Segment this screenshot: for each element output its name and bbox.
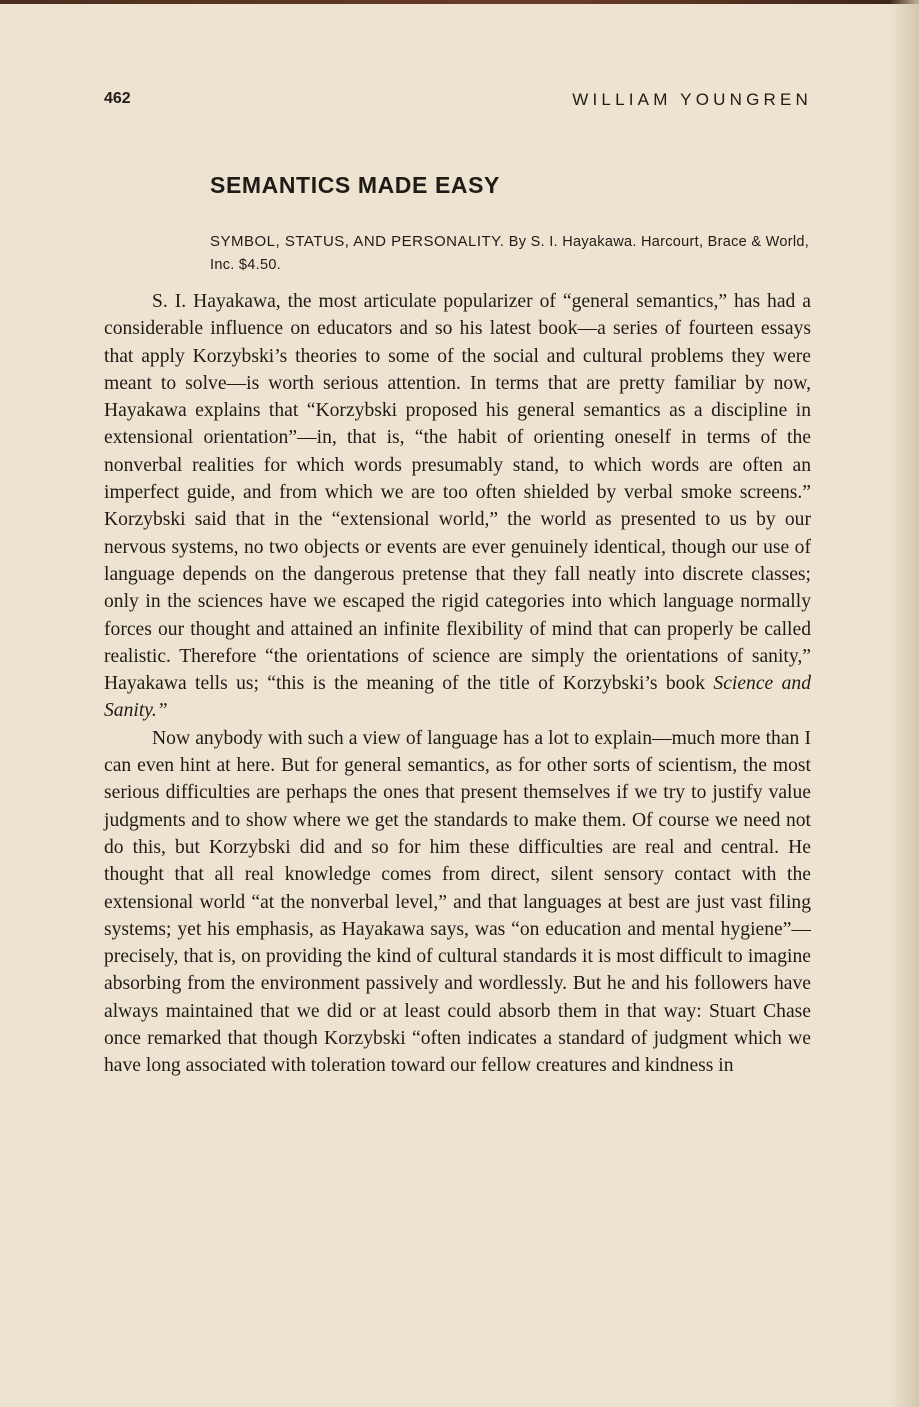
reviewed-book-byline: By S. I. Hayakawa. Harcourt, Brace & World, Inc. $4.50.	[210, 234, 810, 273]
reviewed-book-title: SYMBOL, STATUS, AND PERSONALITY.	[210, 233, 505, 250]
review-citation	[210, 230, 813, 277]
body-paragraph	[104, 288, 811, 725]
paragraph-text: Now anybody with such a view of language has a lot to explain—much more than I can even hint at here. But for general semantics, as for other sorts of scientism, the most serious difficulties are perhaps the ones that present themselves if we try to justify value judgments and to show where we get the standards to make them. Of course we need not do this, but Korzybski did and so for him these difficulties are real and central. He thought that all real knowledge comes from direct, silent sensory contact with the extensional world “at the nonverbal level,” and that languages at best are just vast filing systems; yet his emphasis, as Hayakawa says, was “on education and mental hygiene”—precisely, that is, on providing the kind of cultural standards it is most difficult to imagine absorbing from the environment passively and wordlessly. But he and his followers have always maintained that we did or at least could absorb them in that way: Stuart Chase once remarked that though Korzybski “often indicates a standard of judgment which we have long associated with toleration toward our fellow creatures and kindness in	[104, 727, 811, 1077]
page-top-edge	[0, 0, 919, 4]
article-body	[104, 288, 811, 1080]
page-number: 462	[104, 90, 131, 107]
paragraph-text: S. I. Hayakawa, the most articulate popularizer of “general semantics,” has had a considerable influence on educators and so his latest book—a series of fourteen essays that apply Korzybski’s theories to some of the social and cultural problems they were meant to solve—is worth serious attention. In terms that are pretty familiar by now, Hayakawa explains that “Korzybski proposed his general semantics as a discipline in extensional orientation”—in, that is, “the habit of orienting oneself in terms of the nonverbal realities for which words presumably stand, to which words are often an imperfect guide, and from which we are too often shielded by verbal smoke screens.” Korzybski said that in the “extensional world,” the world as presented to us by our nervous systems, no two objects or events are ever genuinely identical, though our use of language depends on the dangerous pretense that they fall neatly into discrete classes; only in the sciences have we escaped the rigid categories into which language normally forces our thought and attained an infinite flexibility of mind that can properly be called realistic. Therefore “the orientations of science are simply the orientations of sanity,” Hayakawa tells us; “this is the meaning of the title of Korzybski’s book	[104, 291, 811, 695]
body-paragraph	[104, 725, 811, 1080]
running-head-author: WILLIAM YOUNGREN	[572, 90, 812, 109]
book-title-italic: Science and Sanity.”	[104, 673, 811, 722]
article-title: SEMANTICS MADE EASY	[210, 172, 500, 198]
page-binding-shadow	[889, 0, 919, 1407]
running-head	[104, 90, 812, 114]
